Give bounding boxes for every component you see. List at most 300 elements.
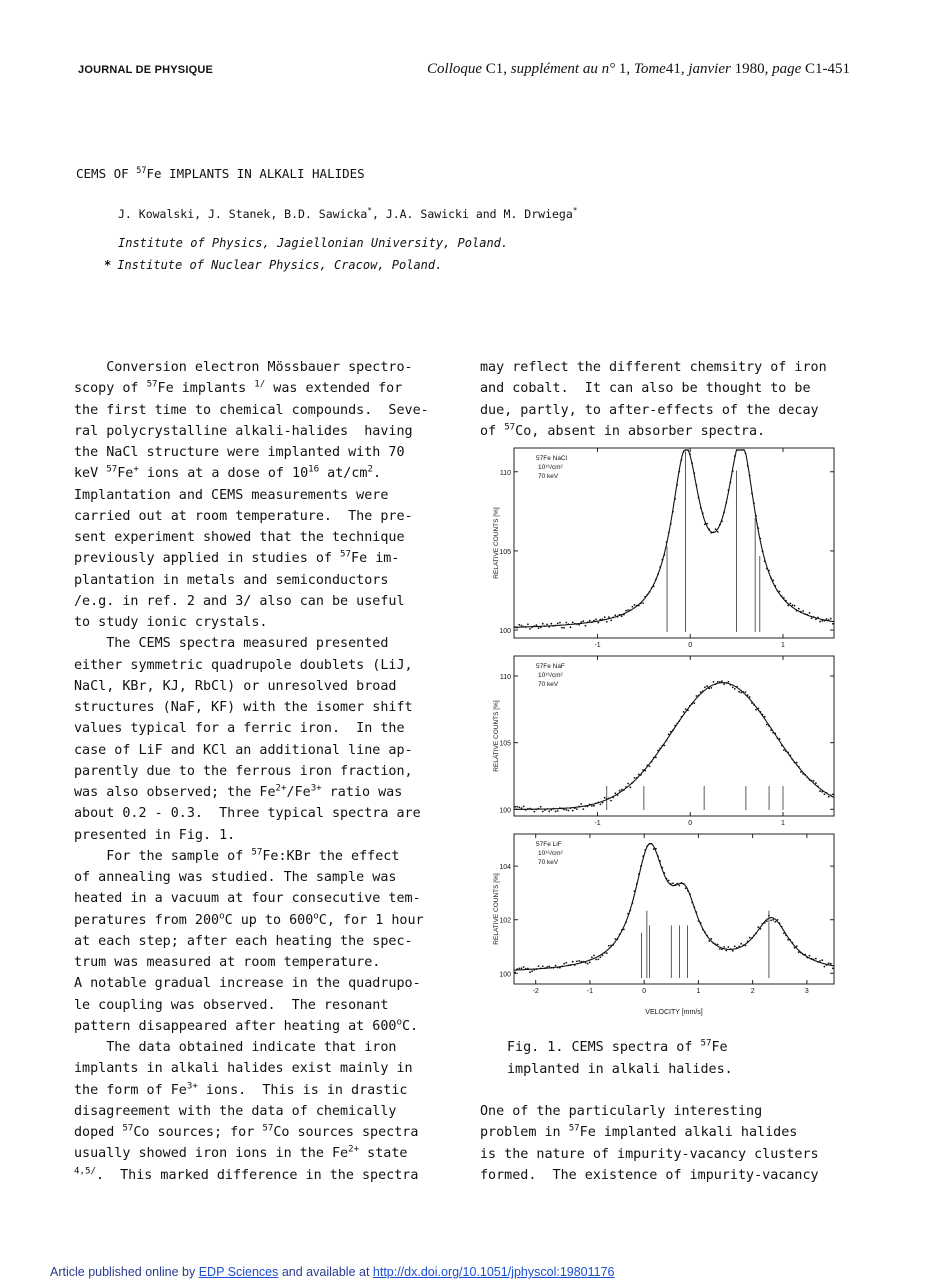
- text-line: [480, 421, 827, 442]
- data-point: [600, 956, 602, 958]
- data-point: [704, 931, 706, 933]
- panel-sample-label: 57Fe LiF: [536, 841, 562, 848]
- data-point: [809, 955, 811, 957]
- text-run: o: [313, 911, 319, 922]
- data-point: [657, 573, 659, 575]
- author-marker-2: *: [572, 206, 578, 216]
- data-point: [621, 929, 623, 931]
- data-point: [542, 623, 544, 625]
- data-point: [627, 783, 629, 785]
- data-point: [664, 554, 666, 556]
- data-point: [621, 789, 623, 791]
- data-point: [824, 793, 826, 795]
- y-tick-label: 105: [499, 740, 511, 748]
- data-point: [732, 950, 734, 952]
- data-point: [550, 809, 552, 811]
- citation-year: 1980,: [734, 61, 769, 77]
- data-point: [796, 945, 798, 947]
- data-point: [687, 890, 689, 892]
- text-run: Implantation and CEMS measurements were: [74, 487, 389, 503]
- data-point: [706, 523, 708, 525]
- data-point: [730, 684, 732, 686]
- text-run: Fe im-: [351, 551, 400, 567]
- text-line: [74, 421, 429, 442]
- data-point: [713, 531, 715, 533]
- data-point: [802, 610, 804, 612]
- data-point: [578, 624, 580, 626]
- text-line: [74, 803, 429, 824]
- data-point: [787, 605, 789, 607]
- data-point: [732, 470, 734, 472]
- data-point: [691, 462, 693, 464]
- data-point: [764, 922, 766, 924]
- text-run: previously applied in studies of: [74, 551, 341, 567]
- data-point: [516, 968, 518, 970]
- text-run: was also observed; the Fe: [74, 785, 276, 800]
- data-point: [768, 570, 770, 572]
- data-point: [664, 872, 666, 874]
- text-run: the form of Fe: [74, 1082, 187, 1098]
- data-point: [542, 966, 544, 968]
- data-point: [516, 806, 518, 808]
- data-point: [557, 967, 559, 969]
- citation-page-label: page: [772, 61, 802, 77]
- text-run: trum was measured at room temperature.: [74, 955, 381, 970]
- data-point: [749, 696, 751, 698]
- data-point: [610, 620, 612, 622]
- data-point: [678, 471, 680, 473]
- data-point: [527, 623, 529, 625]
- data-point: [811, 617, 813, 619]
- text-run: 57: [106, 464, 118, 475]
- data-point: [681, 716, 683, 718]
- text-run: either symmetric quadrupole doublets (LiJ,: [74, 657, 413, 673]
- data-point: [580, 621, 582, 623]
- data-point: [606, 621, 608, 623]
- data-point: [745, 452, 747, 454]
- data-point: [625, 786, 627, 788]
- text-line: [74, 485, 429, 506]
- data-point: [796, 610, 798, 612]
- data-point: [815, 618, 817, 620]
- data-point: [738, 691, 740, 693]
- data-point: [659, 566, 661, 568]
- data-point: [676, 883, 678, 885]
- data-point: [798, 766, 800, 768]
- data-point: [638, 774, 640, 776]
- data-point: [608, 616, 610, 618]
- data-point: [698, 497, 700, 499]
- data-point: [740, 943, 742, 945]
- text-line: [74, 782, 429, 803]
- text-run: 2: [367, 464, 373, 475]
- data-point: [817, 961, 819, 963]
- text-run: 16: [308, 464, 320, 475]
- authors-part-2: , J.A. Sawicki and M. Drwiega: [371, 207, 573, 221]
- text-line: [480, 1165, 819, 1186]
- data-point: [702, 690, 704, 692]
- data-point: [533, 811, 535, 813]
- data-point: [612, 797, 614, 799]
- data-point: [585, 805, 587, 807]
- data-point: [591, 805, 593, 807]
- citation-colloque: Colloque: [427, 61, 483, 77]
- data-point: [610, 945, 612, 947]
- data-point: [527, 968, 529, 970]
- data-point: [561, 808, 563, 810]
- text-run: scopy of: [74, 381, 147, 397]
- data-point: [787, 752, 789, 754]
- data-point: [785, 600, 787, 602]
- text-run: Co sources spectra: [273, 1125, 419, 1140]
- text-line: [74, 357, 429, 378]
- data-point: [531, 809, 533, 811]
- data-point: [568, 810, 570, 812]
- data-point: [800, 952, 802, 954]
- data-point: [533, 625, 535, 627]
- data-point: [668, 733, 670, 735]
- text-run: A notable gradual increase in the quadrupo-: [74, 976, 421, 992]
- text-line: [74, 995, 429, 1016]
- data-point: [777, 590, 779, 592]
- data-point: [544, 625, 546, 627]
- data-point: [683, 451, 685, 453]
- data-point: [721, 680, 723, 682]
- text-run: 57: [146, 379, 158, 390]
- institution-1: Institute of Physics, Jagiellonian University, Poland.: [118, 236, 509, 250]
- data-point: [548, 966, 550, 968]
- caption-line-2: implanted in alkali halides.: [507, 1061, 733, 1077]
- data-point: [651, 587, 653, 589]
- text-run: 1/: [254, 379, 266, 390]
- text-run: o: [396, 1017, 402, 1028]
- data-point: [802, 773, 804, 775]
- data-point: [557, 623, 559, 625]
- data-point: [629, 786, 631, 788]
- data-point: [770, 729, 772, 731]
- data-point: [634, 890, 636, 892]
- text-line: [74, 1165, 429, 1186]
- text-run: plantation in metals and semiconductors: [74, 572, 389, 588]
- data-point: [668, 880, 670, 882]
- data-point: [653, 586, 655, 588]
- text-line: [74, 442, 429, 463]
- data-point: [570, 807, 572, 809]
- footer-text-2: and available at: [278, 1265, 373, 1279]
- text-run: about 0.2 - 0.3. Three typical spectra are: [74, 806, 421, 822]
- author-list: [118, 207, 577, 221]
- y-tick-label: 100: [499, 971, 511, 979]
- text-run: structures (NaF, KF) with the isomer shift: [74, 700, 413, 715]
- data-point: [789, 755, 791, 757]
- text-run: 57: [122, 1123, 134, 1134]
- data-point: [540, 806, 542, 808]
- text-run: NaCl, KBr, KJ, RbCl) or unresolved broad: [74, 678, 397, 694]
- panel-energy-label: 70 keV: [538, 681, 559, 688]
- text-line: [74, 931, 429, 952]
- data-point: [789, 603, 791, 605]
- data-point: [561, 966, 563, 968]
- data-point: [753, 935, 755, 937]
- data-point: [704, 523, 706, 525]
- data-point: [792, 759, 794, 761]
- data-point: [828, 619, 830, 621]
- text-run: 4,5/: [74, 1166, 96, 1177]
- data-point: [760, 928, 762, 930]
- text-run: of: [480, 423, 505, 439]
- data-point: [580, 803, 582, 805]
- data-point: [785, 750, 787, 752]
- data-point: [781, 926, 783, 928]
- data-point: [804, 613, 806, 615]
- data-point: [685, 449, 687, 451]
- data-point: [826, 792, 828, 794]
- data-point: [518, 968, 520, 970]
- data-point: [664, 745, 666, 747]
- data-point: [685, 887, 687, 889]
- data-point: [644, 770, 646, 772]
- data-point: [781, 595, 783, 597]
- text-run: disagreement with the data of chemically: [74, 1103, 397, 1119]
- text-run: peratures from 200: [74, 912, 220, 928]
- data-point: [659, 860, 661, 862]
- data-point: [693, 472, 695, 474]
- data-point: [806, 957, 808, 959]
- data-point: [723, 511, 725, 513]
- text-run: values typical for a ferric iron. In the: [74, 721, 405, 737]
- text-line: [74, 761, 429, 782]
- x-tick-label: -1: [594, 642, 601, 649]
- data-point: [670, 883, 672, 885]
- data-point: [614, 614, 616, 616]
- data-point: [681, 882, 683, 884]
- data-point: [721, 520, 723, 522]
- data-point: [717, 681, 719, 683]
- data-point: [747, 465, 749, 467]
- y-tick-label: 104: [499, 864, 511, 872]
- text-line: [74, 697, 429, 718]
- footer-notice: [50, 1265, 615, 1279]
- data-point: [666, 740, 668, 742]
- text-run: /Fe: [286, 785, 311, 800]
- text-run: is the nature of impurity-vacancy clusters: [480, 1146, 819, 1162]
- text-run: C, for 1 hour: [318, 912, 424, 928]
- data-point: [787, 939, 789, 941]
- journal-name: JOURNAL DE PHYSIQUE: [78, 64, 214, 76]
- text-run: 57: [340, 549, 352, 560]
- data-point: [651, 761, 653, 763]
- data-point: [781, 745, 783, 747]
- institution-marker: *: [104, 258, 112, 272]
- data-point: [725, 502, 727, 504]
- text-run: ions at a dose of 10: [138, 466, 309, 482]
- data-point: [578, 806, 580, 808]
- fit-curve: [514, 843, 834, 970]
- data-point: [610, 800, 612, 802]
- data-point: [587, 963, 589, 965]
- data-point: [617, 616, 619, 618]
- paper-title: [76, 166, 365, 181]
- data-point: [612, 944, 614, 946]
- data-point: [802, 954, 804, 956]
- footer-link-publisher[interactable]: EDP Sciences: [198, 1265, 279, 1279]
- data-point: [696, 911, 698, 913]
- data-point: [600, 619, 602, 621]
- data-point: [555, 811, 557, 813]
- title-pre: CEMS OF: [76, 166, 137, 181]
- text-line: [74, 400, 429, 421]
- data-point: [710, 687, 712, 689]
- text-run: the first time to chemical compounds. Seve-: [74, 402, 429, 418]
- data-point: [734, 945, 736, 947]
- data-point: [653, 757, 655, 759]
- data-point: [717, 531, 719, 533]
- caption-sup: 57: [700, 1038, 712, 1049]
- text-line: [74, 718, 429, 739]
- data-point: [683, 711, 685, 713]
- data-point: [830, 963, 832, 965]
- x-tick-label: -1: [594, 820, 601, 827]
- data-point: [742, 691, 744, 693]
- data-point: [540, 968, 542, 970]
- text-run: le coupling was observed. The resonant: [74, 997, 389, 1013]
- data-point: [708, 688, 710, 690]
- text-line: [74, 888, 429, 909]
- x-tick-label: 0: [642, 988, 647, 995]
- text-run: and cobalt. It can also be thought to be: [480, 381, 811, 397]
- text-run: Fe implants: [157, 381, 255, 397]
- citation-page-no: C1-451: [805, 61, 850, 77]
- data-point: [815, 958, 817, 960]
- data-point: [745, 945, 747, 947]
- x-tick-label: 1: [696, 988, 701, 995]
- data-point: [762, 923, 764, 925]
- text-line: [74, 1101, 429, 1122]
- data-point: [559, 807, 561, 809]
- data-point: [521, 967, 523, 969]
- text-line: [74, 973, 429, 994]
- data-point: [792, 942, 794, 944]
- data-point: [668, 532, 670, 534]
- data-point: [555, 625, 557, 627]
- data-point: [826, 618, 828, 620]
- data-point: [553, 625, 555, 627]
- text-line: [74, 846, 429, 867]
- title-post: Fe IMPLANTS IN ALKALI HALIDES: [146, 166, 365, 181]
- text-line: [74, 1058, 429, 1079]
- data-point: [657, 855, 659, 857]
- citation-number: 1,: [618, 61, 631, 77]
- data-point: [591, 621, 593, 623]
- author-marker-1: *: [367, 206, 372, 216]
- data-point: [779, 591, 781, 593]
- data-point: [708, 940, 710, 942]
- data-point: [702, 512, 704, 514]
- data-point: [555, 965, 557, 967]
- data-point: [638, 605, 640, 607]
- y-tick-label: 105: [499, 548, 511, 556]
- data-point: [657, 750, 659, 752]
- x-axis-label: VELOCITY [mm/s]: [645, 1009, 703, 1016]
- text-run: 2+: [348, 1144, 360, 1155]
- data-point: [536, 808, 538, 810]
- text-run: The CEMS spectra measured presented: [74, 636, 389, 652]
- text-run: . This marked difference in the spectra: [95, 1167, 419, 1183]
- data-point: [811, 780, 813, 782]
- data-point: [666, 541, 668, 543]
- data-point: [644, 596, 646, 598]
- data-point: [747, 941, 749, 943]
- data-point: [525, 626, 527, 628]
- data-point: [623, 929, 625, 931]
- text-run: Conversion electron Mössbauer spectro-: [74, 360, 413, 375]
- data-point: [745, 691, 747, 693]
- data-point: [715, 683, 717, 685]
- data-point: [813, 616, 815, 618]
- data-point: [625, 921, 627, 923]
- data-point: [719, 681, 721, 683]
- data-point: [730, 482, 732, 484]
- data-point: [725, 950, 727, 952]
- data-point: [826, 964, 828, 966]
- data-point: [719, 524, 721, 526]
- text-run: /e.g. in ref. 2 and 3/ also can be useful: [74, 593, 405, 609]
- data-point: [725, 682, 727, 684]
- data-point: [794, 762, 796, 764]
- data-point: [608, 798, 610, 800]
- data-point: [638, 873, 640, 875]
- figure-caption: [507, 1037, 733, 1080]
- text-run: state: [359, 1146, 408, 1162]
- text-run: Co, absent in absorber spectra.: [515, 423, 766, 439]
- data-point: [824, 966, 826, 968]
- data-point: [559, 967, 561, 969]
- data-point: [815, 782, 817, 784]
- data-point: [770, 920, 772, 922]
- data-point: [544, 967, 546, 969]
- data-point: [655, 579, 657, 581]
- data-point: [604, 797, 606, 799]
- data-point: [642, 855, 644, 857]
- data-point: [738, 946, 740, 948]
- caption-pre: Fig. 1. CEMS spectra of: [507, 1040, 701, 1055]
- data-point: [525, 809, 527, 811]
- data-point: [623, 789, 625, 791]
- data-point: [602, 802, 604, 804]
- data-point: [830, 795, 832, 797]
- data-point: [523, 626, 525, 628]
- data-point: [642, 769, 644, 771]
- data-point: [587, 621, 589, 623]
- data-point: [783, 932, 785, 934]
- data-point: [717, 944, 719, 946]
- data-point: [819, 960, 821, 962]
- text-run: 3+: [186, 1081, 198, 1092]
- data-point: [723, 946, 725, 948]
- data-point: [655, 757, 657, 759]
- data-point: [828, 796, 830, 798]
- data-point: [536, 968, 538, 970]
- data-point: [518, 807, 520, 809]
- data-point: [602, 954, 604, 956]
- data-point: [619, 933, 621, 935]
- footer-link-doi[interactable]: http://dx.doi.org/10.1051/jphyscol:19801176: [372, 1265, 615, 1279]
- data-point: [728, 681, 730, 683]
- data-point: [649, 591, 651, 593]
- data-point: [774, 921, 776, 923]
- data-point: [749, 937, 751, 939]
- data-point: [546, 966, 548, 968]
